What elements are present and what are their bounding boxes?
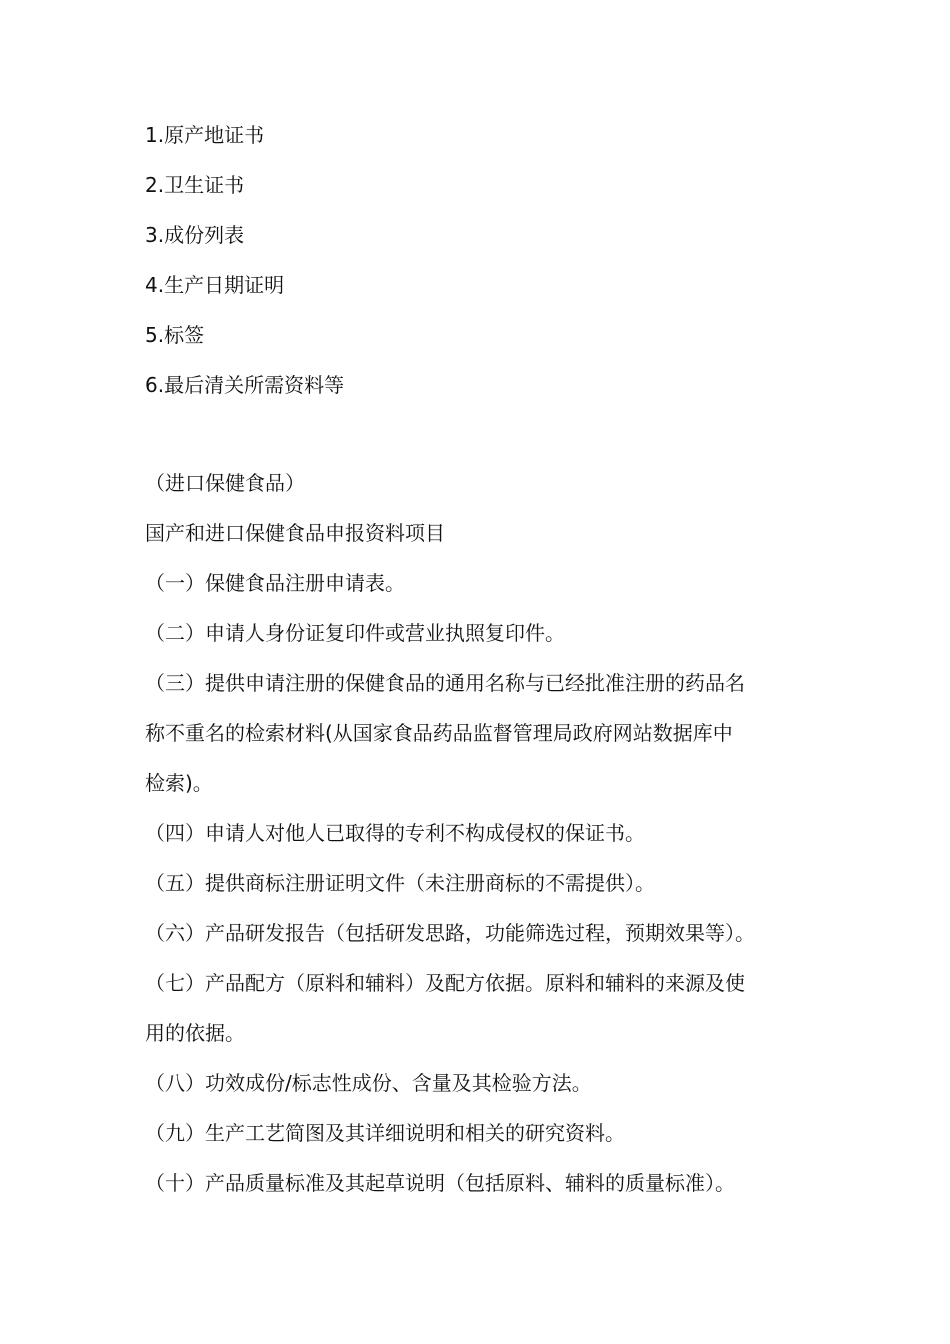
item-line: （十）产品质量标准及其起草说明（包括原料、辅料的质量标准）。 [145,1171,735,1195]
subtitle: 国产和进口保健食品申报资料项目 [145,521,445,545]
item-line: （一）保健食品注册申请表。 [145,571,405,595]
item-line: 用的依据。 [145,1021,245,1045]
item-line: （五）提供商标注册证明文件（未注册商标的不需提供）。 [145,871,655,895]
item-line: 称不重名的检索材料(从国家食品药品监督管理局政府网站数据库中 [145,721,733,745]
list-item: 4.生产日期证明 [145,273,285,297]
list-item: 3.成份列表 [145,223,245,247]
item-line: （四）申请人对他人已取得的专利不构成侵权的保证书。 [145,821,645,845]
list-item: 2.卫生证书 [145,173,245,197]
item-line: （六）产品研发报告（包括研发思路，功能筛选过程，预期效果等）。 [145,921,755,945]
item-line: （八）功效成份/标志性成份、含量及其检验方法。 [145,1071,592,1095]
item-line: 检索)。 [145,771,213,795]
section-title: （进口保健食品） [145,471,305,495]
item-line: （九）生产工艺简图及其详细说明和相关的研究资料。 [145,1121,625,1145]
item-line: （三）提供申请注册的保健食品的通用名称与已经批准注册的药品名 [145,671,745,695]
item-line: （七）产品配方（原料和辅料）及配方依据。原料和辅料的来源及使 [145,971,745,995]
list-item: 5.标签 [145,323,205,347]
item-line: （二）申请人身份证复印件或营业执照复印件。 [145,621,565,645]
list-item: 6.最后清关所需资料等 [145,373,345,397]
list-item: 1.原产地证书 [145,123,265,147]
